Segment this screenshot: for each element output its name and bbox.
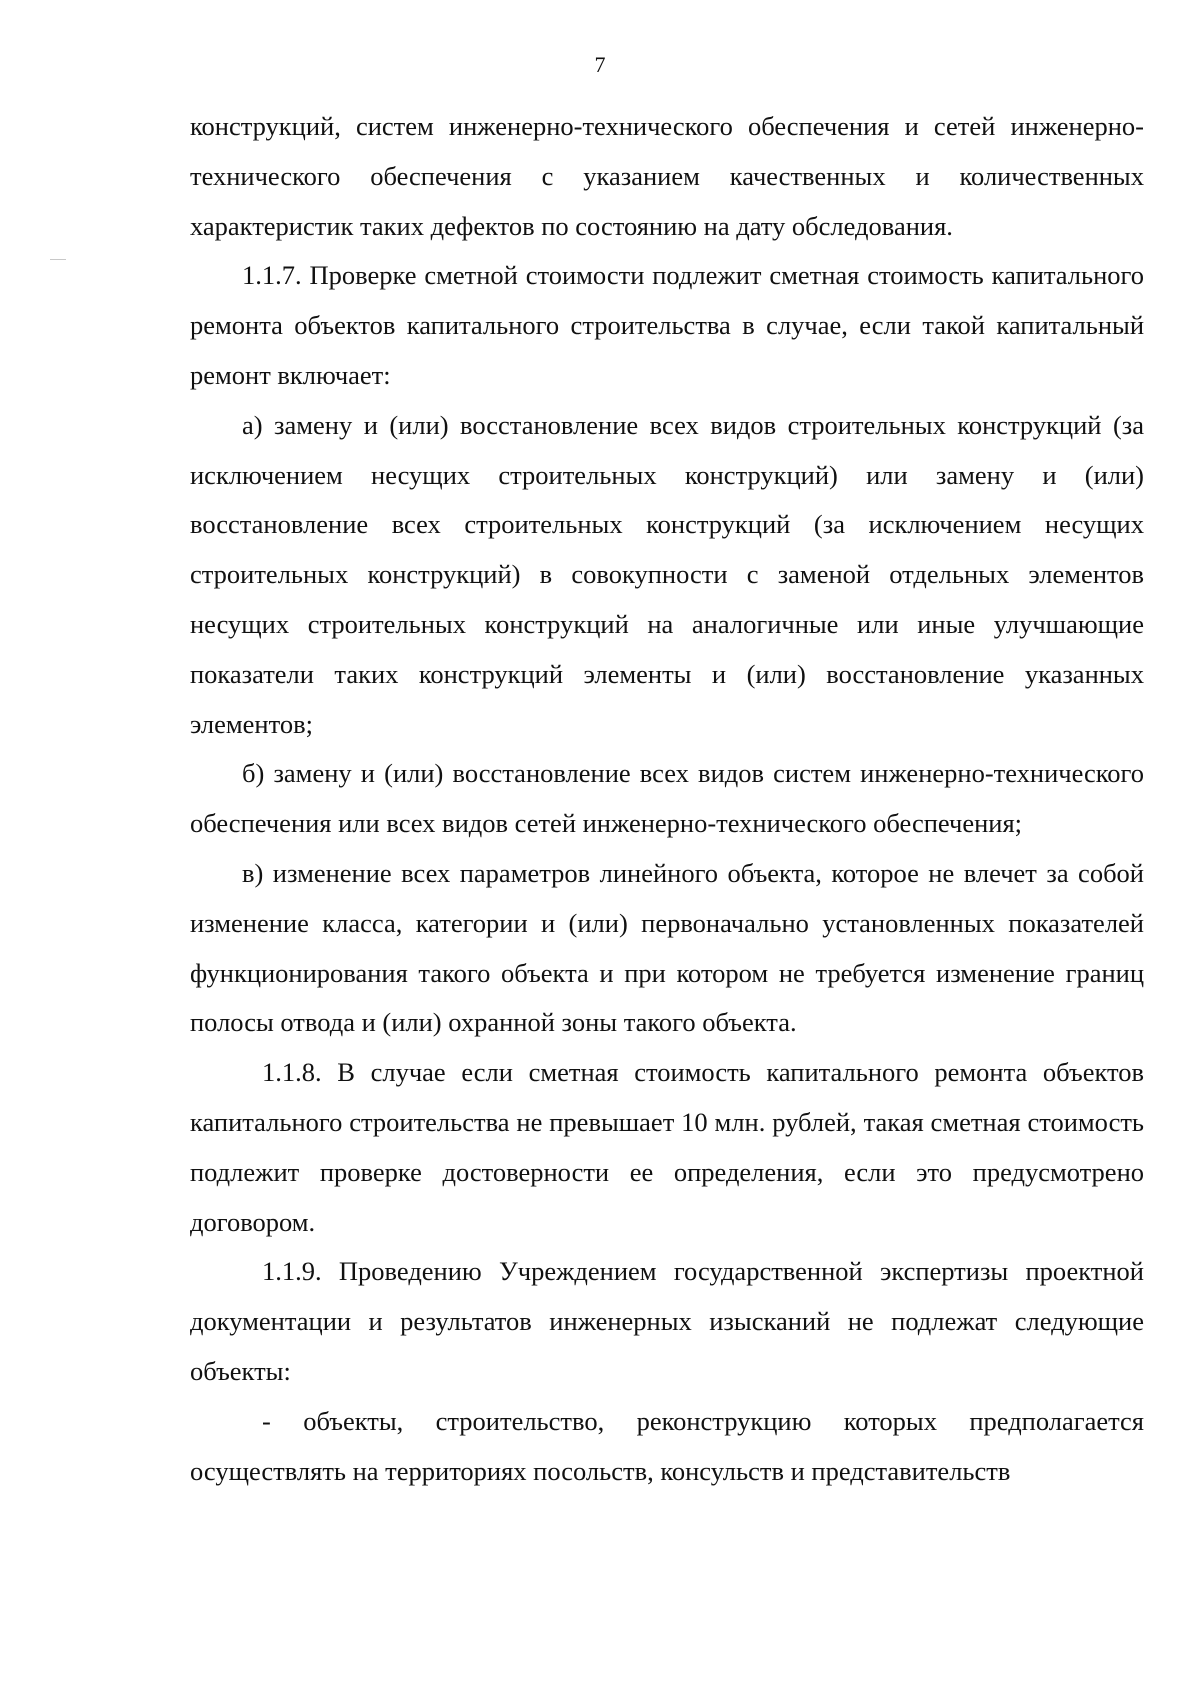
paragraph-clause-1-1-7: 1.1.7. Проверке сметной стоимости подлежит сметная стоимость капитального ремонта объектов капитального строительства в случае, если такой капитальный ремонт включает:: [190, 260, 1144, 390]
list-item-b: б) замену и (или) восстановление всех видов систем инженерно-технического обеспечения или всех видов сетей инженерно-технического обеспечения;: [190, 758, 1144, 839]
page-number: 7: [594, 52, 606, 77]
paragraph-continuation: конструкций, систем инженерно-технического обеспечения и сетей инженерно-технического обеспечения с указанием качественных и количественных характеристик таких дефектов по состоянию на дату обследования.: [190, 111, 1144, 241]
scan-edge-mark: [50, 259, 66, 260]
document-body: [190, 102, 1144, 1496]
list-item-a: а) замену и (или) восстановление всех видов строительных конструкций (за исключением несущих строительных конструкций) или замену и (или) восстановление всех строительных конструкций (за исключением несущих строительных конструкций) в совокупности с заменой отдельных элементов несущих строительных конструкций на аналогичные или иные улучшающие показатели таких конструкций элементы и (или) восстановление указанных элементов;: [190, 409, 1144, 739]
list-item-v: в) изменение всех параметров линейного объекта, которое не влечет за собой изменение класса, категории и (или) первоначально установленных показателей функционирования такого объекта и при котором не требуется изменение границ полосы отвода и (или) охранной зоны такого объекта.: [190, 857, 1144, 1038]
list-item-dash: - объекты, строительство, реконструкцию которых предполагается осуществлять на территориях посольств, консульств и представительств: [190, 1405, 1144, 1486]
paragraph-clause-1-1-8: 1.1.8. В случае если сметная стоимость капитального ремонта объектов капитального строительства не превышает 10 млн. рублей, такая сметная стоимость подлежит проверке достоверности ее определения, если это предусмотрено договором.: [190, 1057, 1144, 1237]
paragraph-clause-1-1-9: 1.1.9. Проведению Учреждением государственной экспертизы проектной документации и результатов инженерных изысканий не подлежат следующие объекты:: [190, 1256, 1144, 1386]
